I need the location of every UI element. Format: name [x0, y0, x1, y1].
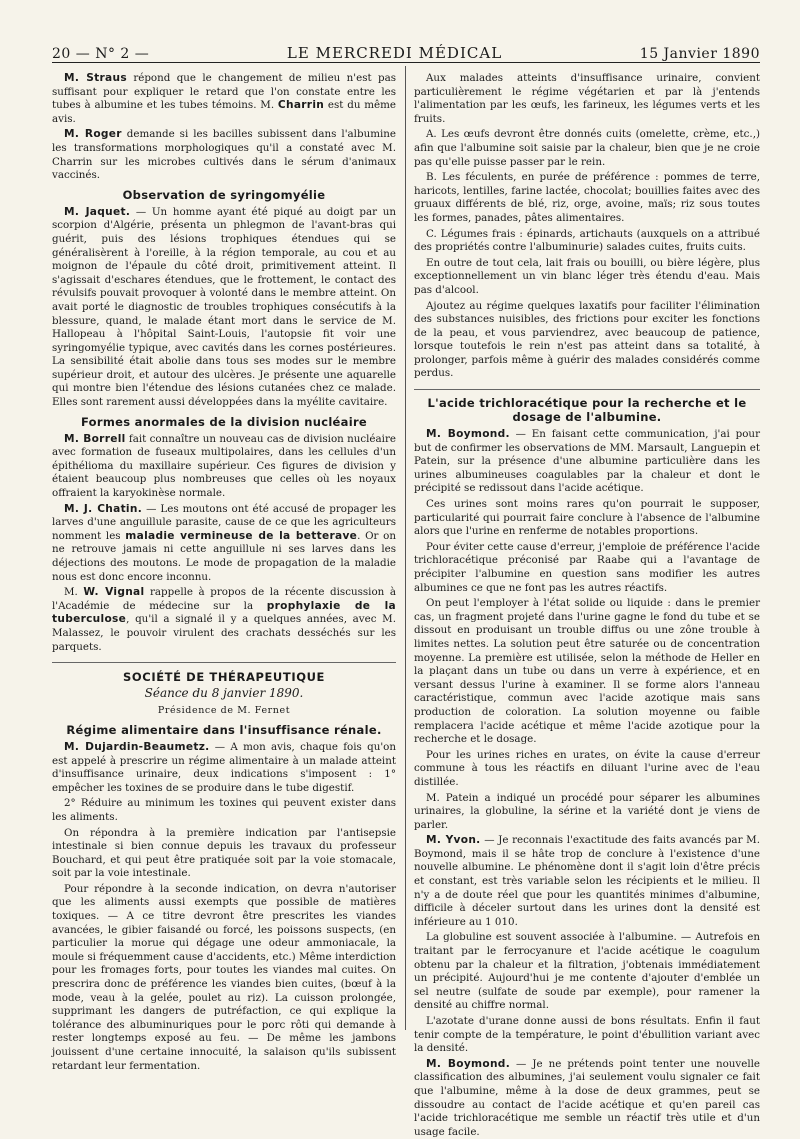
paragraph-yvon: M. Yvon. — Je reconnais l'exactitude des faits avancés par M. Boymond, mais il se hâte trop de conclure à l'existence d'une nouvelle albumine. Le phénomène dont il s'agit loin d'être précis et constant, est très variable selon les récipients et le milieu. Il n'y a de doute réel que pour les quantités minimes d'albumine, difficile à déceler surtout dans les urines dont la densité est inférieure au 1 010.: [414, 834, 760, 928]
paragraph-chatin: M. J. Chatin. — Les moutons ont été accusé de propager les larves d'une anguillule parasite, cause de ce que les agriculteurs nomment les maladie vermineuse de la betterave. Or on ne retrouve jamais ni cette anguillule ni ses larves dans les déjections des moutons. Le mode de propagation de la maladie nous est donc encore inconnu.: [52, 502, 396, 583]
paragraph-indication-2: 2° Réduire au minimum les toxines qui peuvent exister dans les aliments.: [52, 797, 396, 823]
speaker-name: M. Dujardin-Beaumetz.: [64, 740, 210, 753]
page-number: 20 — N° 2 —: [52, 46, 150, 62]
paragraph-urines: Ces urines sont moins rares qu'on pourrait le supposer, particularité qui pourrait faire conclure à l'absence de l'albumine alors que l'urine en renferme de notables proportions.: [414, 498, 760, 538]
paragraph-borrell: M. Borrell fait connaître un nouveau cas de division nucléaire avec formation de fuseaux multipolaires, dans les cellules d'un épithélioma du maxillaire supérieur. Ces figures de division y étaient beaucoup plus nombreuses que celles où les noyaux offraient la karyokinèse normale.: [52, 432, 396, 500]
paragraph-erreur: Pour éviter cette cause d'erreur, j'emploie de préférence l'acide trichloracétique préconisé par Raabe qui a l'avantage de précipiter l'albumine en question sans modifier les autres albumines ce que ne font pas les autres réactifs.: [414, 540, 760, 594]
paragraph-straus: M. Straus répond que le changement de milieu n'est pas suffisant pour expliquer le retard que l'on constate entre les tubes à albumine et les tubes témoins. M. Charrin est du même avis.: [52, 72, 396, 125]
section-rule: [414, 389, 760, 390]
speaker-name: M. Jaquet.: [64, 205, 131, 218]
speaker-name: M. Yvon.: [426, 834, 481, 847]
paragraph-globuline: La globuline est souvent associée à l'albumine. — Autrefois en traitant par le ferrocyanure et l'acide acétique le coagulum obtenu par la chaleur et la filtration, j'obtenais immédiatement un précipité. Aujourd'hui je me contente d'ajouter d'emblée un sel neutre (sulfate de soude par exemple), pour ramener la densité au chiffre normal.: [414, 931, 760, 1012]
paragraph-jaquet: M. Jaquet. — Un homme ayant été piqué au doigt par un scorpion d'Algérie, présenta un phlegmon de l'avant-bras qui guérit, puis des lésions trophiques étendues qui se généralisèrent à l'oreille, à la région temporale, au cou et au moignon de l'épaule du côté droit, primitivement atteint. Il s'agissait d'eschares étendues, que le frottement, le contact des révulsifs pouvait provoquer à volonté dans le membre atteint. On avait porté le diagnostic de troubles trophiques consécutifs à la blessure, quand, le malade étant mort dans le service de M. Hallopeau à l'hôpital Saint-Louis, l'autopsie fit voir une syringomyélie typique, avec cavités dans les cornes postérieures. La sensibilité était abolie dans tous ses modes sur le membre supérieur droit, et autour des ulcères. Je présente une aquarelle qui montre bien l'étendue des lésions cutanées chez ce malade. Elles sont rarement aussi développées dans la myélite cavitaire.: [52, 205, 396, 409]
speaker-name: M. Boymond.: [426, 1057, 511, 1070]
paragraph-urates: Pour les urines riches en urates, on évite la cause d'erreur commune à tous les réactifs en diluant l'urine avec de l'eau distillée.: [414, 748, 760, 788]
speaker-name: Charrin: [277, 99, 325, 112]
paragraph-laxatifs: Ajoutez au régime quelques laxatifs pour faciliter l'élimination des substances nuisibles, des frictions pour exciter les fonctions de la peau, et vous parviendrez, avec beaucoup de patience, lorsque toutefois le rein n'est pas atteint dans sa totalité, à prolonger, parfois même à guérir des malades considérés comme perdus.: [414, 299, 760, 380]
issue-date: 15 Janvier 1890: [639, 46, 760, 62]
paragraph-vignal: M. W. Vignal rappelle à propos de la récente discussion à l'Académie de médecine sur la prophylaxie de la tuberculose, qu'il a signalé il y a quelques années, avec M. Malassez, le pouvoir virulent des crachats desséchés sur les parquets.: [52, 586, 396, 653]
paragraph-boymond: M. Boymond. — En faisant cette communication, j'ai pour but de confirmer les observations de MM. Marsault, Languepin et Patein, sur la présence d'une albumine particulière dans les urines albumineuses coagulables par la chaleur et dont le précipité se redissout dans l'acide acétique.: [414, 428, 760, 495]
paragraph-solide-liquide: On peut l'employer à l'état solide ou liquide : dans le premier cas, un fragment projeté dans l'urine gagne le fond du tube et se dissout en produisant un trouble diffus ou une zône trouble à limites nettes. La solution peut être saturée ou de concentration moyenne. La première est utilisée, selon la méthode de Heller en la plaçant dans un tube ou dans un verre à expérience, et en versant dessus l'urine à examiner. Il se forme alors l'anneau caractéristique, commun avec l'acide azotique mais sans production de coloration. La solution moyenne ou faible remplacera l'acide acétique et même l'acide azotique pour la recherche et le dosage.: [414, 597, 760, 746]
bold-term: prophylaxie de la tuberculose: [52, 599, 396, 626]
paragraph-patein: M. Patein a indiqué un procédé pour séparer les albumines urinaires, la globuline, la sérine et la variété dont je viens de parler.: [414, 791, 760, 831]
paragraph-boymond-reply: M. Boymond. — Je ne prétends point tenter une nouvelle classification des albumines, j'ai seulement voulu signaler ce fait que l'albumine, même à la dose de deux grammes, peut se dissoudre au contact de l'acide acétique et qu'en pareil cas l'acide trichloracétique me semble un réactif très utile et d'un usage facile.: [414, 1057, 760, 1138]
right-column: [414, 72, 760, 1138]
section-rule: [52, 662, 396, 663]
paragraph-legumes: C. Légumes frais : épinards, artichauts (auxquels on a attribué des propriétés contre l'albuminurie) salades cuites, fruits cuits.: [414, 227, 760, 254]
paragraph-seconde-indication: Pour répondre à la seconde indication, on devra n'autoriser que les aliments aussi exempts que possible de matières toxiques. — A ce titre devront être prescrites les viandes avancées, le gibier faisandé ou forcé, les poissons suspects, (en particulier la morue qui dégage une odeur ammoniacale, la moule si fréquemment cause d'accidents, etc.) Même interdiction pour les fromages forts, pour toutes les viandes mal cuites. On prescrira donc de préférence les viandes bien cuites, (bœuf à la mode, veau à la gelée, poulet au riz). La cuisson prolongée, supprimant les dangers de putréfaction, ce qui explique la tolérance des albuminuriques pour le porc rôti qui demande à rester longtemps exposé au feu. — De même les jambons jouissent d'une certaine innocuité, la salaison qu'ils subissent retardant leur fermentation.: [52, 882, 396, 1072]
paragraph-antisepsie: On répondra à la première indication par l'antisepsie intestinale si bien connue depuis les travaux du professeur Bouchard, et qui peut être pratiquée soit par la voie stomacale, soit par la voie intestinale.: [52, 826, 396, 880]
section-heading-regime: Régime alimentaire dans l'insuffisance rénale.: [66, 722, 382, 737]
paragraph-dujardin: M. Dujardin-Beaumetz. — A mon avis, chaque fois qu'on est appelé à prescrire un régime alimentaire à un malade atteint d'insuffisance urinaire, deux indications s'imposent : 1° empêcher les toxines de se produire dans le tube digestif.: [52, 740, 396, 794]
speaker-name: M. Borrell: [64, 432, 126, 445]
presidency-line: Présidence de M. Fernet: [157, 705, 291, 717]
speaker-name: W. Vignal: [83, 586, 145, 599]
paragraph-feculents: B. Les féculents, en purée de préférence : pommes de terre, haricots, lentilles, farine lactée, chocolat; bouillies faites avec des gruaux différents de blé, riz, orge, avoine, maïs; riz sous toutes les formes, panades, pâtes alimentaires.: [414, 171, 760, 224]
bold-term: maladie vermineuse de la betterave: [125, 529, 358, 542]
section-heading-acide-trichloracetique: L'acide trichloracétique pour la recherche et le dosage de l'albumine.: [427, 396, 747, 425]
paragraph-azotate: L'azotate d'urane donne aussi de bons résultats. Enfin il faut tenir compte de la température, le point d'ébullition variant avec la densité.: [414, 1015, 760, 1055]
paragraph-oeufs: A. Les œufs devront être donnés cuits (omelette, crème, etc.,) afin que l'albumine soit saisie par la chaleur, bien que je ne croie pas qu'elle puisse passer par le rein.: [414, 128, 760, 168]
journal-title: LE MERCREDI MÉDICAL: [286, 44, 503, 62]
speaker-name: M. Straus: [64, 72, 127, 84]
left-column: [52, 72, 396, 1072]
session-date: Séance du 8 janvier 1890.: [144, 685, 304, 700]
speaker-name: M. Boymond.: [426, 428, 510, 441]
page-header: [52, 40, 760, 63]
paragraph-boissons: En outre de tout cela, lait frais ou bouilli, ou bière légère, plus exceptionnellement un vin blanc léger très étendu d'eau. Mais pas d'alcool.: [414, 256, 760, 296]
paragraph-roger: M. Roger demande si les bacilles subissent dans l'albumine les transformations morphologiques qu'il a constaté avec M. Charrin sur les microbes cultivés dans le sérum d'animaux vaccinés.: [52, 128, 396, 182]
speaker-name: M. Roger: [64, 128, 122, 141]
society-heading: SOCIÉTÉ DE THÉRAPEUTIQUE: [123, 670, 325, 685]
section-heading-division-nucleaire: Formes anormales de la division nucléaire: [80, 414, 368, 429]
column-divider: [405, 66, 406, 1030]
paragraph-regime-vegetarien: Aux malades atteints d'insuffisance urinaire, convient particulièrement le régime végétarien et par là j'entends l'alimentation par les œufs, les farineux, les légumes verts et les fruits.: [414, 72, 760, 125]
speaker-name: M. J. Chatin.: [64, 502, 143, 515]
section-heading-syringomyelie: Observation de syringomyélie: [122, 187, 326, 202]
